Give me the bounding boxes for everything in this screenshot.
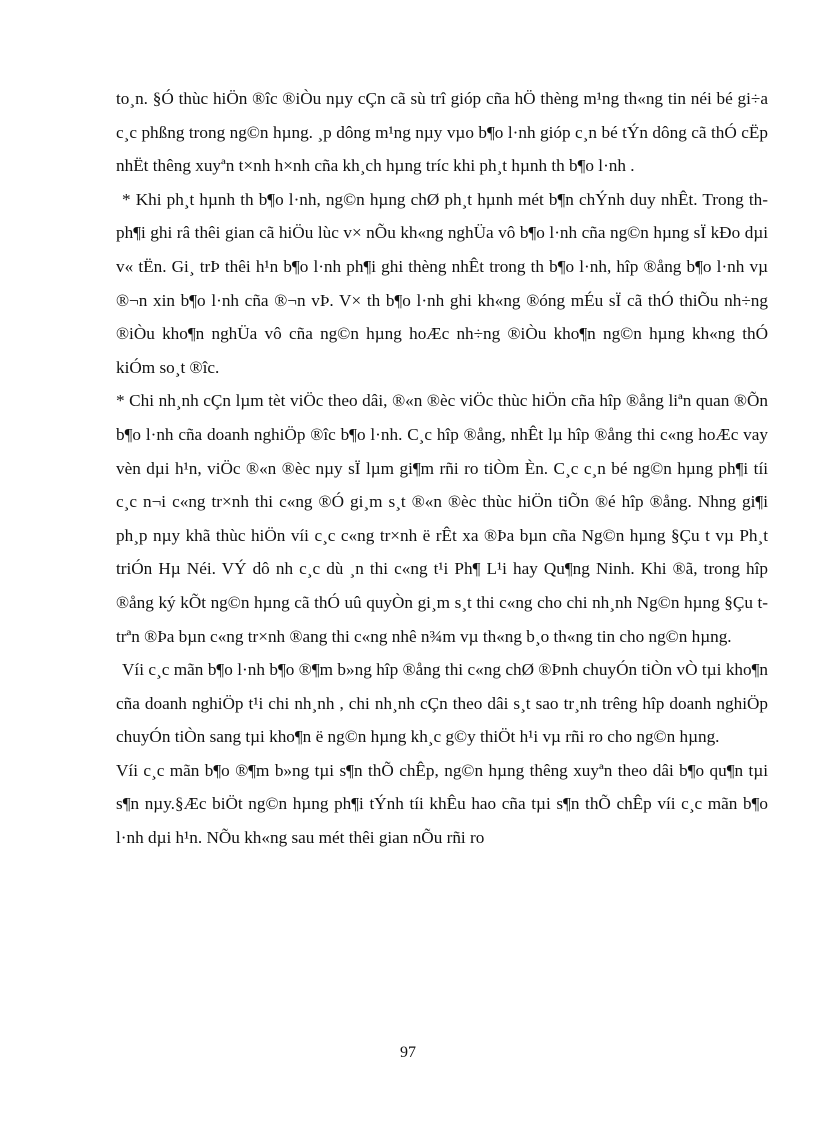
body-text (116, 82, 768, 855)
paragraph-construction-contract: Víi c¸c mãn b¶o l·nh b¶o ®¶m b»ng hîp ®ång thi c«ng chØ ®Þnh chuyÓn tiÒn vÒ tµi kho¶n cña doanh nghiÖp t¹i chi nh¸nh , chi nh¸nh cÇn theo dâi s¸t sao tr¸nh trêng hîp doanh nghiÖp chuyÓn tiÒn sang tµi kho¶n ë ng©n hµng kh¸c g©y thiÖt h¹i vµ rñi ro cho ng©n hµng. (116, 660, 768, 747)
page-number: 97 (400, 1044, 416, 1061)
paragraph-branch-monitoring: * Chi nh¸nh cÇn lµm tèt viÖc theo dâi, ®«n ®èc viÖc thùc hiÖn cña hîp ®ång liªn quan ®Õn b¶o l·nh cña doanh nghiÖp ®îc b¶o l·nh. C¸c hîp ®ång, nhÊt lµ hîp ®ång thi c«ng hoÆc vay vèn dµi h¹n, viÖc ®«n ®èc nµy sÏ lµm gi¶m rñi ro tiÒm Èn. C¸c c¸n bé ng©n hµng ph¶i tíi c¸c n¬i c«ng tr×nh thi c«ng ®Ó gi¸m s¸t ®«n ®èc thùc hiÖn tiÕn ®é hîp ®ång. Nhng gi¶i ph¸p nµy khã thùc hiÖn víi c¸c c«ng tr×nh ë rÊt xa ®Þa bµn cña Ng©n hµng §Çu t vµ Ph¸t triÓn Hµ Néi. VÝ dô nh c¸c dù ¸n thi c«ng t¹i Ph¶ L¹i hay Qu¶ng Ninh. Khi ®ã, trong hîp ®ång ký kÕt ng©n hµng cã thÓ uû quyÒn gi¸m s¸t thi c«ng cho chi nh¸nh Ng©n hµng §Çu t trªn ®Þa bµn c«ng tr×nh ®ang thi c«ng nhê n¾m vµ th«ng b¸o th«ng tin cho ng©n hµng. (116, 391, 768, 646)
paragraph-issuing-guarantee: * Khi ph¸t hµnh th b¶o l·nh, ng©n hµng chØ ph¸t hµnh mét b¶n chÝnh duy nhÊt. Trong th ph¶i ghi râ thêi gian cã hiÖu lùc v× nÕu kh«ng nghÜa vô b¶o l·nh cña ng©n hµng sÏ kÐo dµi v« tËn. Gi¸ trÞ thêi h¹n b¶o l·nh ph¶i ghi thèng nhÊt trong th b¶o l·nh, hîp ®ång b¶o l·nh vµ ®¬n xin b¶o l·nh cña ®¬n vÞ. V× th b¶o l·nh ghi kh«ng ®óng mÉu sÏ cã thÓ thiÕu nh÷ng ®iÒu kho¶n nghÜa vô cña ng©n hµng hoÆc nh÷ng ®iÒu kho¶n ng©n hµng kh«ng thÓ kiÓm so¸t ®îc. (116, 189, 768, 377)
paragraph-collateral-assets: Víi c¸c mãn b¶o ®¶m b»ng tµi s¶n thÕ chÊp, ng©n hµng thêng xuyªn theo dâi b¶o qu¶n tµi s¶n nµy.§Æc biÖt ng©n hµng ph¶i tÝnh tíi khÊu hao cña tµi s¶n thÕ chÊp víi c¸c mãn b¶o l·nh dµi h¹n. NÕu kh«ng sau mét thêi gian nÕu rñi ro (116, 760, 768, 848)
paragraph-continuation: to¸n. §Ó thùc hiÖn ®îc ®iÒu nµy cÇn cã sù trî gióp cña hÖ thèng m¹ng th«ng tin néi bé gi÷a c¸c phßng trong ng©n hµng. ¸p dông m¹ng nµy vµo b¶o l·nh gióp c¸n bé tÝn dông cã thÓ cËp nhËt thêng xuyªn t×nh h×nh cña kh¸ch hµng tríc khi ph¸t hµnh th b¶o l·nh . (116, 89, 768, 176)
